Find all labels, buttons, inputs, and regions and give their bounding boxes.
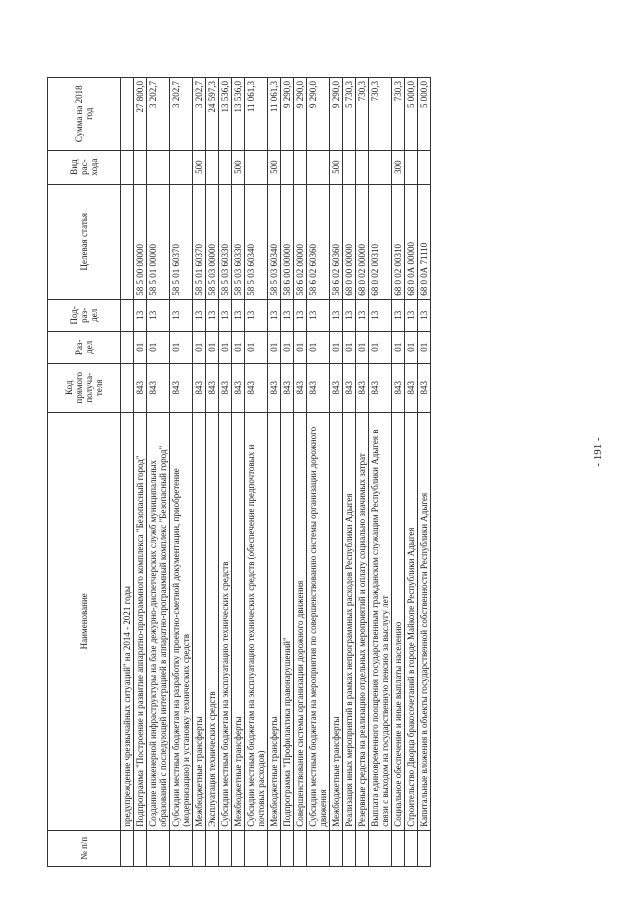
cell-name: Субсидии местным бюджетам на мероприятия по совершенствованию системы организации дорожного движения xyxy=(307,412,330,830)
cell-num xyxy=(232,830,245,866)
cell-name: Межбюджетные трансферты xyxy=(193,412,206,830)
cell-expense-type xyxy=(356,150,369,184)
cell-subsection: 13 xyxy=(392,299,405,331)
page-number: - 191 - xyxy=(592,437,604,467)
cell-section: 01 xyxy=(392,331,405,363)
cell-subsection: 13 xyxy=(356,299,369,331)
cell-name: Совершенствование системы организации дорожного движения xyxy=(294,412,307,830)
cell-name: Создание инженерной инфраструктуры на базе дежурно-диспетчерских служб муниципальных образований с последующей интеграцией в аппаратно-программный комплекс "Безопасный город" xyxy=(147,412,170,830)
table-row xyxy=(392,78,405,867)
cell-subsection: 13 xyxy=(170,299,193,331)
cell-ministry: 843 xyxy=(219,363,232,412)
cell-num xyxy=(294,830,307,866)
cell-article: 58 5 01 60370 xyxy=(170,184,193,299)
cell-subsection: 13 xyxy=(418,299,431,331)
cell-subsection: 13 xyxy=(307,299,330,331)
cell-num xyxy=(245,830,268,866)
cell-sum xyxy=(121,78,134,151)
cell-name: Межбюджетные трансферты xyxy=(232,412,245,830)
budget-table xyxy=(47,77,431,867)
cell-num xyxy=(193,830,206,866)
cell-article: 58 5 01 00000 xyxy=(147,184,170,299)
header-expense-type: Вид рас- хода xyxy=(48,150,121,184)
cell-section: 01 xyxy=(147,331,170,363)
cell-section: 01 xyxy=(268,331,281,363)
table-row xyxy=(307,78,330,867)
cell-article: 58 6 02 00000 xyxy=(294,184,307,299)
cell-subsection xyxy=(121,299,134,331)
cell-section: 01 xyxy=(418,331,431,363)
header-row xyxy=(48,78,121,867)
cell-section: 01 xyxy=(343,331,356,363)
cell-article: 68 0 0А 71110 xyxy=(418,184,431,299)
cell-article: 68 0 02 00310 xyxy=(369,184,392,299)
cell-section: 01 xyxy=(232,331,245,363)
cell-name: Подпрограмма "Профилактика правонарушений" xyxy=(281,412,294,830)
header-name: Наименование xyxy=(48,412,121,830)
cell-num xyxy=(281,830,294,866)
cell-name: Реализация иных мероприятий в рамках непрограммных расходов Республики Адыгея xyxy=(343,412,356,830)
cell-section: 01 xyxy=(330,331,343,363)
cell-article: 68 0 02 00310 xyxy=(392,184,405,299)
cell-article: 68 0 0А 00000 xyxy=(405,184,418,299)
cell-ministry: 843 xyxy=(147,363,170,412)
cell-sum: 11 061,3 xyxy=(245,78,268,151)
cell-subsection: 13 xyxy=(219,299,232,331)
cell-num xyxy=(219,830,232,866)
cell-name: Субсидии местным бюджетам на эксплуатацию технических средств xyxy=(219,412,232,830)
cell-subsection: 13 xyxy=(281,299,294,331)
table-row xyxy=(281,78,294,867)
cell-article: 58 5 00 00000 xyxy=(134,184,147,299)
table-row xyxy=(268,78,281,867)
cell-expense-type xyxy=(294,150,307,184)
table-row xyxy=(369,78,392,867)
cell-sum: 5 730,3 xyxy=(343,78,356,151)
table-row xyxy=(134,78,147,867)
cell-article: 58 6 00 00000 xyxy=(281,184,294,299)
cell-sum: 9 290,0 xyxy=(294,78,307,151)
cell-name: Резервные средства на реализацию отдельных мероприятий и оплату социально значимых затрат xyxy=(356,412,369,830)
cell-expense-type xyxy=(281,150,294,184)
cell-subsection: 13 xyxy=(245,299,268,331)
table-row xyxy=(219,78,232,867)
cell-expense-type xyxy=(418,150,431,184)
cell-num xyxy=(307,830,330,866)
cell-sum: 9 290,0 xyxy=(330,78,343,151)
header-ministry: Код прямого получа- теля xyxy=(48,363,121,412)
table-row xyxy=(418,78,431,867)
cell-ministry: 843 xyxy=(343,363,356,412)
cell-name: Межбюджетные трансферты xyxy=(268,412,281,830)
cell-sum: 9 290,0 xyxy=(307,78,330,151)
cell-name: Социальное обеспечение и иные выплаты населению xyxy=(392,412,405,830)
cell-num xyxy=(343,830,356,866)
header-section: Раз- дел xyxy=(48,331,121,363)
cell-section: 01 xyxy=(245,331,268,363)
budget-table-container xyxy=(47,77,593,867)
table-row xyxy=(405,78,418,867)
cell-expense-type xyxy=(147,150,170,184)
cell-article: 58 6 02 60360 xyxy=(307,184,330,299)
cell-ministry: 843 xyxy=(170,363,193,412)
cell-ministry: 843 xyxy=(330,363,343,412)
cell-article: 68 0 02 00000 xyxy=(356,184,369,299)
cell-expense-type xyxy=(170,150,193,184)
cell-sum: 5 000,0 xyxy=(418,78,431,151)
cell-ministry: 843 xyxy=(369,363,392,412)
cell-sum: 9 290,0 xyxy=(281,78,294,151)
cell-subsection: 13 xyxy=(294,299,307,331)
cell-name: Подпрограмма "Построение и развитие аппаратно-программного комплекса "Безопасный город" xyxy=(134,412,147,830)
cell-ministry: 843 xyxy=(268,363,281,412)
cell-article: 58 6 02 60360 xyxy=(330,184,343,299)
cell-section: 01 xyxy=(219,331,232,363)
cell-subsection: 13 xyxy=(405,299,418,331)
cell-num xyxy=(121,830,134,866)
cell-expense-type: 300 xyxy=(392,150,405,184)
cell-section: 01 xyxy=(307,331,330,363)
cell-ministry xyxy=(121,363,134,412)
table-row xyxy=(206,78,219,867)
cell-article: 58 5 03 00000 xyxy=(206,184,219,299)
cell-article xyxy=(121,184,134,299)
cell-ministry: 843 xyxy=(206,363,219,412)
cell-expense-type xyxy=(307,150,330,184)
cell-subsection: 13 xyxy=(268,299,281,331)
cell-num xyxy=(134,830,147,866)
cell-name: Эксплуатация технических средств xyxy=(206,412,219,830)
cell-section: 01 xyxy=(206,331,219,363)
cell-sum: 730,3 xyxy=(369,78,392,151)
cell-subsection: 13 xyxy=(343,299,356,331)
cell-section: 01 xyxy=(369,331,392,363)
cell-expense-type xyxy=(343,150,356,184)
header-sum: Сумма на 2018 год xyxy=(48,78,121,151)
table-row xyxy=(294,78,307,867)
cell-section: 01 xyxy=(281,331,294,363)
cell-section: 01 xyxy=(134,331,147,363)
cell-subsection: 13 xyxy=(206,299,219,331)
cell-expense-type: 500 xyxy=(193,150,206,184)
header-article: Целевая статья xyxy=(48,184,121,299)
cell-ministry: 843 xyxy=(418,363,431,412)
cell-num xyxy=(418,830,431,866)
cell-sum: 13 536,0 xyxy=(219,78,232,151)
cell-ministry: 843 xyxy=(193,363,206,412)
cell-article: 58 5 03 60330 xyxy=(232,184,245,299)
cell-subsection: 13 xyxy=(147,299,170,331)
cell-expense-type xyxy=(219,150,232,184)
cell-expense-type xyxy=(405,150,418,184)
cell-expense-type xyxy=(245,150,268,184)
cell-article: 58 5 01 60370 xyxy=(193,184,206,299)
header-subsection: Под- раз- дел xyxy=(48,299,121,331)
cell-sum: 730,3 xyxy=(392,78,405,151)
cell-expense-type xyxy=(121,150,134,184)
cell-num xyxy=(369,830,392,866)
table-row xyxy=(330,78,343,867)
table-row xyxy=(193,78,206,867)
table-row xyxy=(232,78,245,867)
table-row xyxy=(147,78,170,867)
cell-subsection: 13 xyxy=(330,299,343,331)
cell-ministry: 843 xyxy=(232,363,245,412)
cell-name: Капитальные вложения в объекты государственной собственности Республики Адыгея xyxy=(418,412,431,830)
cell-sum: 3 202,7 xyxy=(193,78,206,151)
cell-ministry: 843 xyxy=(392,363,405,412)
cell-section: 01 xyxy=(405,331,418,363)
cell-expense-type xyxy=(134,150,147,184)
cell-section: 01 xyxy=(170,331,193,363)
cell-expense-type: 500 xyxy=(330,150,343,184)
cell-num xyxy=(268,830,281,866)
cell-ministry: 843 xyxy=(294,363,307,412)
table-row xyxy=(121,78,134,867)
cell-sum: 11 061,3 xyxy=(268,78,281,151)
cell-sum: 3 202,7 xyxy=(170,78,193,151)
cell-name: Строительство Дворца бракосочетаний в городе Майкопе Республики Адыгея xyxy=(405,412,418,830)
cell-section: 01 xyxy=(356,331,369,363)
header-num: № п/п xyxy=(48,830,121,866)
cell-ministry: 843 xyxy=(356,363,369,412)
cell-ministry: 843 xyxy=(307,363,330,412)
cell-name: предупреждение чрезвычайных ситуаций" на 2014 - 2021 годы xyxy=(121,412,134,830)
cell-expense-type xyxy=(206,150,219,184)
cell-num xyxy=(170,830,193,866)
table-row xyxy=(356,78,369,867)
table-row xyxy=(245,78,268,867)
cell-sum: 5 000,0 xyxy=(405,78,418,151)
cell-ministry: 843 xyxy=(134,363,147,412)
cell-name: Выплата единовременного поощрения государственным гражданским служащим Республики Адыгея в связи с выходом на государственную пенсию за выслугу лет xyxy=(369,412,392,830)
cell-expense-type: 500 xyxy=(268,150,281,184)
cell-section xyxy=(121,331,134,363)
cell-ministry: 843 xyxy=(281,363,294,412)
cell-subsection: 13 xyxy=(134,299,147,331)
cell-section: 01 xyxy=(294,331,307,363)
cell-ministry: 843 xyxy=(245,363,268,412)
cell-sum: 3 202,7 xyxy=(147,78,170,151)
cell-section: 01 xyxy=(193,331,206,363)
cell-sum: 13 536,0 xyxy=(232,78,245,151)
cell-name: Субсидии местным бюджетам на разработку проектно-сметной документации, приобретение (модернизацию) и установку технических средств xyxy=(170,412,193,830)
cell-num xyxy=(206,830,219,866)
table-row xyxy=(343,78,356,867)
cell-ministry: 843 xyxy=(405,363,418,412)
cell-expense-type: 500 xyxy=(232,150,245,184)
cell-sum: 730,3 xyxy=(356,78,369,151)
cell-article: 68 0 00 00000 xyxy=(343,184,356,299)
cell-sum: 27 800,0 xyxy=(134,78,147,151)
cell-num xyxy=(330,830,343,866)
table-body xyxy=(121,78,431,867)
cell-article: 58 5 03 60340 xyxy=(245,184,268,299)
cell-subsection: 13 xyxy=(369,299,392,331)
cell-num xyxy=(147,830,170,866)
cell-subsection: 13 xyxy=(232,299,245,331)
cell-num xyxy=(392,830,405,866)
cell-sum: 24 597,3 xyxy=(206,78,219,151)
cell-num xyxy=(405,830,418,866)
table-row xyxy=(170,78,193,867)
cell-subsection: 13 xyxy=(193,299,206,331)
cell-expense-type xyxy=(369,150,392,184)
cell-num xyxy=(356,830,369,866)
cell-article: 58 5 03 60340 xyxy=(268,184,281,299)
cell-name: Субсидии местным бюджетам на эксплуатацию технических средств (обеспечение предпочтовых и почтовых расходов) xyxy=(245,412,268,830)
cell-name: Межбюджетные трансферты xyxy=(330,412,343,830)
cell-article: 58 5 03 60330 xyxy=(219,184,232,299)
